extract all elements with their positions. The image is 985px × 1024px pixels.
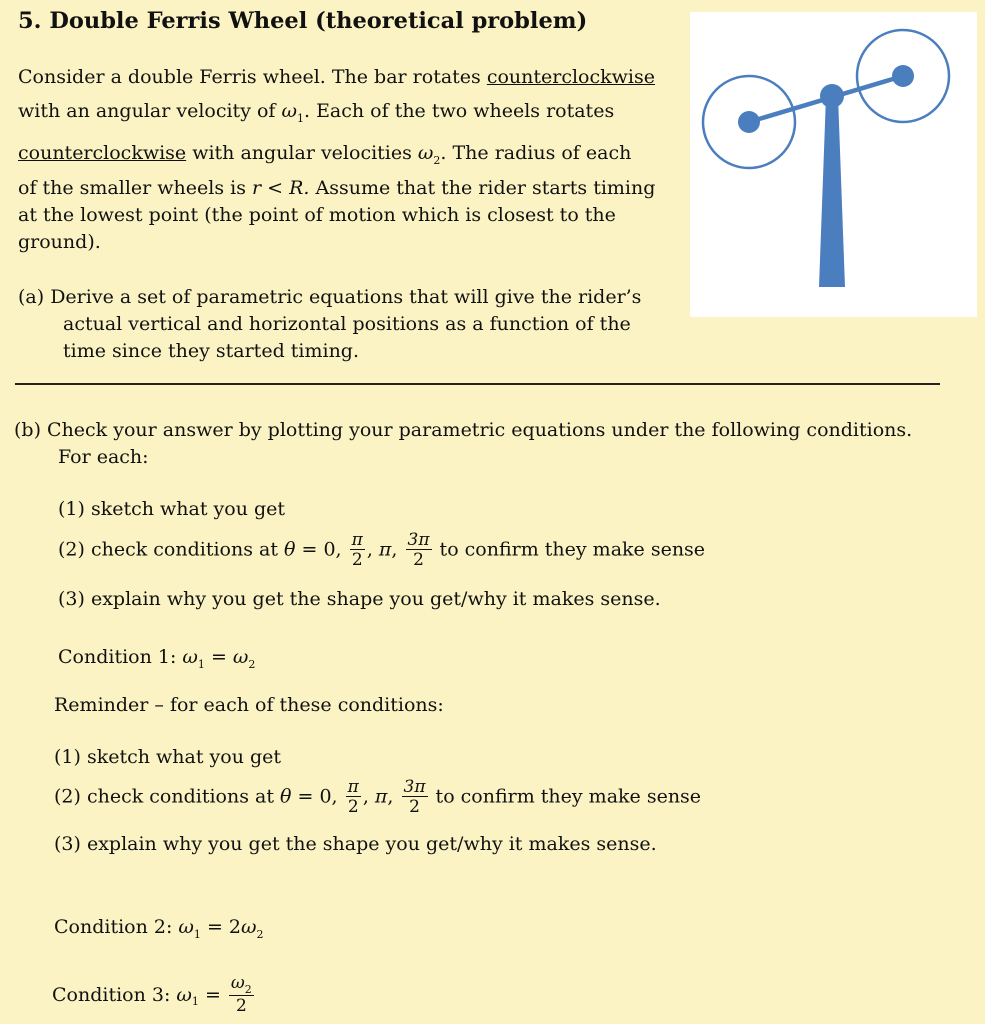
- intro-line-2: with an angular velocity of $\omega_1$. Each of the two wheels rotates: [18, 100, 615, 125]
- intro-line-3: counterclockwise with angular velocities $\omega_2$. The radius of each: [18, 142, 632, 167]
- intro-line-5: at the lowest point (the point of motion which is closest to the: [18, 204, 616, 226]
- part-a-line-3: time since they started timing.: [63, 340, 360, 362]
- part-b-line-2: For each:: [58, 446, 149, 468]
- ferris-wheel-figure: [690, 12, 977, 317]
- frac-pi-over-2: $\frac{\pi}{2}$: [351, 530, 363, 570]
- reminder-step-1: (1) sketch what you get: [54, 746, 282, 768]
- intro-line-6: ground).: [18, 231, 101, 253]
- reminder-step-2: (2) check conditions at θ = 0, $\frac{\pi}{2}$ , π, $\frac{3\pi}{2}$ to confirm they make sense: [54, 777, 702, 817]
- step-1: (1) sketch what you get: [58, 498, 286, 520]
- right-hub: [892, 65, 914, 87]
- part-a-line-1: (a) Derive a set of parametric equations that will give the rider’s: [18, 286, 642, 308]
- condition-1: Condition 1: $\omega_1 = \omega_2$: [58, 646, 256, 671]
- center-pivot: [820, 84, 844, 108]
- reminder-step-3: (3) explain why you get the shape you get/why it makes sense.: [54, 833, 657, 855]
- condition-2: Condition 2: $\omega_1 = 2\omega_2$: [54, 916, 264, 941]
- step-3: (3) explain why you get the shape you get/why it makes sense.: [58, 588, 661, 610]
- support-post: [819, 96, 845, 287]
- part-b-line-1: (b) Check your answer by plotting your parametric equations under the following conditions.: [14, 419, 913, 441]
- intro-line-4: of the smaller wheels is r < R. Assume that the rider starts timing: [18, 177, 656, 199]
- step-2: (2) check conditions at θ = 0, $\frac{\pi}{2}$ , π, $\frac{3\pi}{2}$ to confirm they make sense: [58, 530, 706, 570]
- problem-title: 5. Double Ferris Wheel (theoretical problem): [18, 8, 588, 34]
- frac-3pi-over-2: $\frac{3\pi}{2}$: [407, 530, 430, 570]
- part-a-line-2: actual vertical and horizontal positions as a function of the: [63, 313, 631, 335]
- left-hub: [738, 111, 760, 133]
- condition-3: Condition 3: $\omega_1$ = $\frac{\omega_2}{2}$: [52, 973, 252, 1016]
- intro-line-1: Consider a double Ferris wheel. The bar rotates counterclockwise: [18, 66, 655, 88]
- frac-w2-over-2: $\frac{\omega_2}{2}$: [230, 973, 252, 1016]
- reminder-title: Reminder – for each of these conditions:: [54, 694, 444, 716]
- ferris-wheel-diagram: [690, 12, 977, 317]
- section-divider: [15, 383, 940, 385]
